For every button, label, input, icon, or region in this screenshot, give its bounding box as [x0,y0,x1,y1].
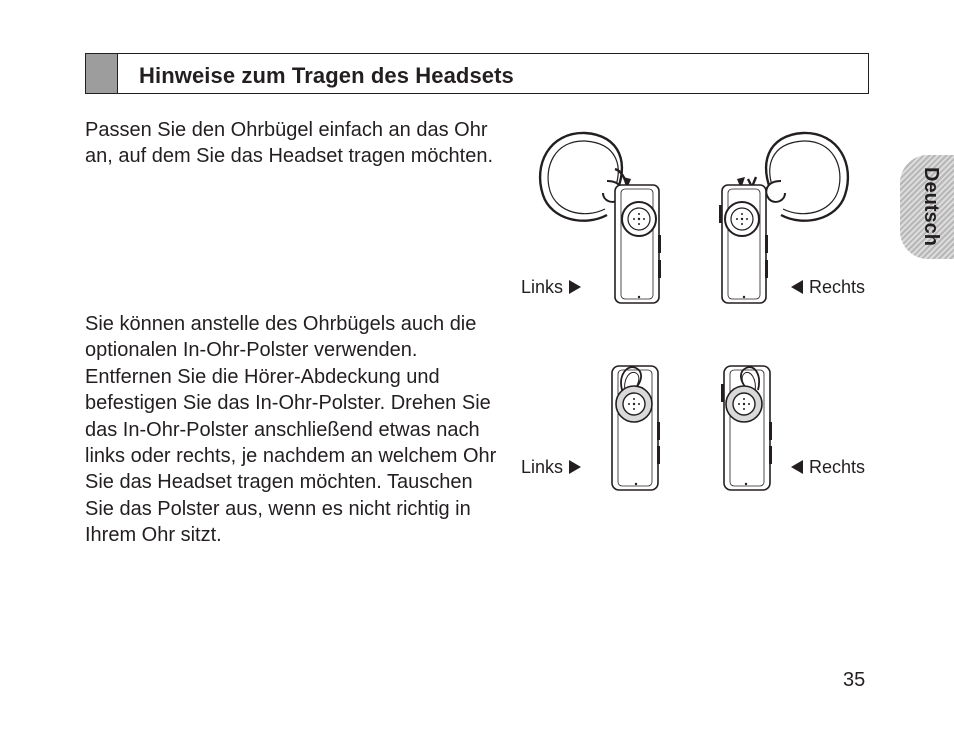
ear-hook [540,133,622,221]
section-header [85,53,869,94]
triangle-right-icon [569,280,581,294]
caption-bottom-left [521,456,581,478]
triangle-left-icon [791,460,803,474]
ear-hook-inner [770,141,840,214]
section-title: Hinweise zum Tragen des Headsets [139,63,514,88]
page-number: 35 [843,669,866,691]
caption-bottom-right [791,456,865,478]
figure-ear-gel-right [712,360,782,494]
paragraph-ear-gel: Sie können anstelle des Ohrbügels auch die optionalen In-Ohr-Polster verwenden. Entfernen Sie die Hörer-Abdeckung und befestigen Sie das In-Ohr-Polster. Drehen Sie das In-Ohr-Polster anschließend etwas nach links oder rechts, je nachdem an welchem Ohr Sie das Headset tragen möchten. Tauschen Sie das Polster aus, wenn es nicht richtig in Ihrem Ohr sitzt. [85,313,497,547]
caption-top-left [521,276,581,298]
triangle-left-icon [791,280,803,294]
paragraph-ear-hook: Passen Sie den Ohrbügel einfach an das Ohr an, auf dem Sie das Headset tragen möchten. [85,119,494,168]
figure-ear-gel-left [600,360,670,494]
language-tab-label: Deutsch [920,166,942,246]
triangle-right-icon [569,460,581,474]
caption-top-left-text: Links [521,277,564,297]
caption-bottom-right-text: Rechts [809,457,866,477]
ear-hook-inner [548,141,618,214]
headset-body [612,366,658,490]
ear-hook [766,133,848,221]
section-header-marker [86,54,118,93]
caption-bottom-left-text: Links [521,457,564,477]
caption-top-right-text: Rechts [809,277,866,297]
headset-body [724,366,770,490]
caption-top-right [791,276,865,298]
